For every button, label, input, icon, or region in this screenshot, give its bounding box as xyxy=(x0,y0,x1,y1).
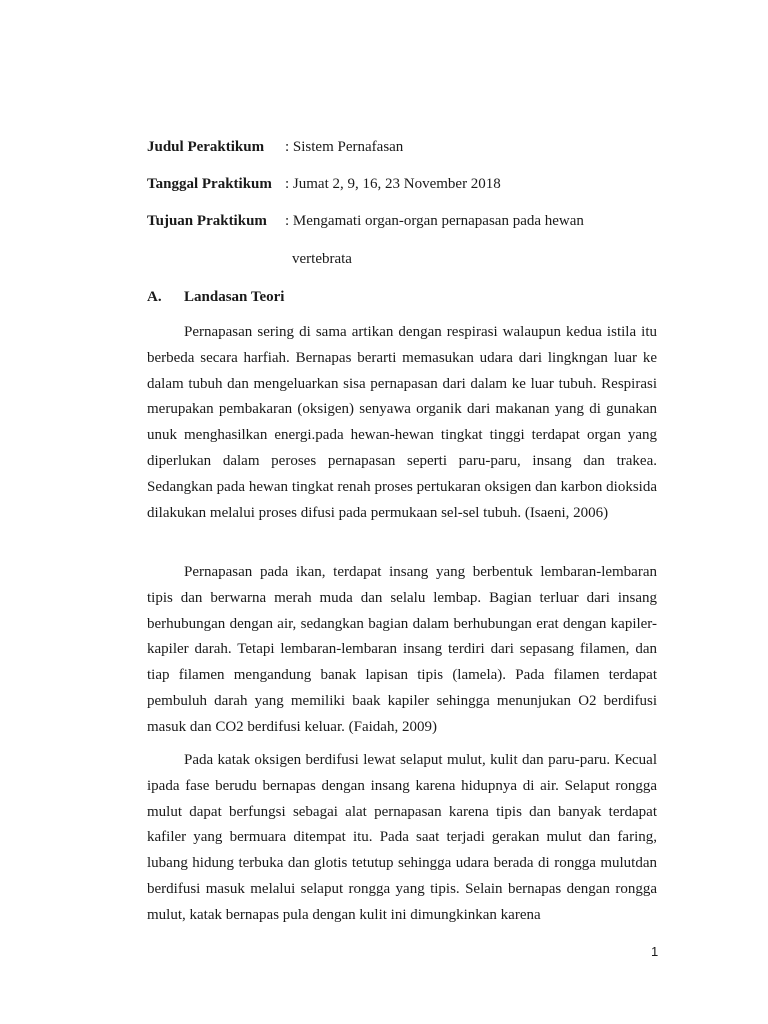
paragraph-3: Pada katak oksigen berdifusi lewat selaput mulut, kulit dan paru-paru. Kecual ipada fase berudu bernapas dengan insang karena hidupnya di air. Selaput rongga mulut dapat berfungsi sebagai alat pernapasan karena tipis dan banyak terdapat kafiler yang bermuara ditempat itu. Pada saat terjadi gerakan mulut dan faring, lubang hidung terbuka dan glotis tetutup sehingga udara berada di rongga mulutdan berdifusi masuk melalui selaput rongga yang tipis. Selain bernapas dengan rongga mulut, katak bernapas pula dengan kulit ini dimungkinkan karena xyxy=(147,752,657,923)
judul-label: Judul Peraktikum xyxy=(147,139,265,155)
page-number: 1 xyxy=(651,944,659,959)
section-title: Landasan Teori xyxy=(184,289,285,305)
tanggal-value: : Jumat 2, 9, 16, 23 November 2018 xyxy=(285,176,501,192)
paragraph-1: Pernapasan sering di sama artikan dengan respirasi walaupun kedua istila itu berbeda secara harfiah. Bernapas berarti memasukan udara dari lingkngan luar ke dalam tubuh dan mengeluarkan sisa pernapasan dari dalam ke luar tubuh. Respirasi merupakan pembakaran (oksigen) senyawa organik dari makanan yang di gunakan unuk menghasilkan energi.pada hewan-hewan tingkat tinggi terdapat organ yang diperlukan dalam peroses pernapasan seperti paru-paru, insang dan trakea. Sedangkan pada hewan tingkat renah proses pertukaran oksigen dan karbon dioksida dilakukan melalui proses difusi pada permukaan sel-sel tubuh. (Isaeni, 2006) xyxy=(147,324,657,521)
tujuan-value-continued: vertebrata xyxy=(292,251,352,267)
judul-value: : Sistem Pernafasan xyxy=(285,139,404,155)
section-letter: A. xyxy=(147,289,162,305)
tujuan-value: : Mengamati organ-organ pernapasan pada hewan xyxy=(285,213,584,229)
tujuan-label: Tujuan Praktikum xyxy=(147,213,267,229)
tanggal-label: Tanggal Praktikum xyxy=(147,176,272,192)
paragraph-2: Pernapasan pada ikan, terdapat insang yang berbentuk lembaran-lembaran tipis dan berwarna merah muda dan selalu lembap. Bagian terluar dari insang berhubungan dengan air, sedangkan bagian dalam berhubungan erat dengan kapiler-kapiler darah. Tetapi lembaran-lembaran insang terdiri dari sepasang filamen, dan tiap filamen mengandung banak lapisan tipis (lamela). Pada filamen terdapat pembuluh darah yang memiliki baak kapiler sehingga menunjukan O2 berdifusi masuk dan CO2 berdifusi keluar. (Faidah, 2009) xyxy=(147,564,657,735)
